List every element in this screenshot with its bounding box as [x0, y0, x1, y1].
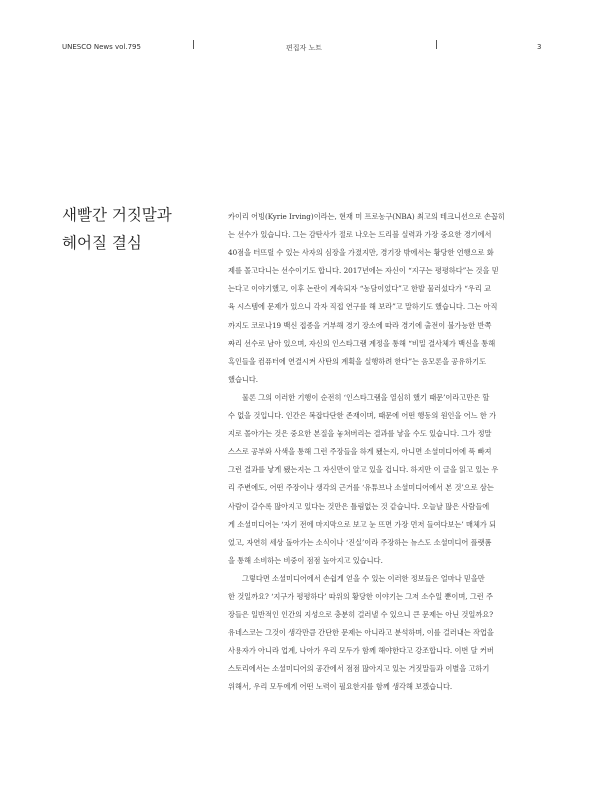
text-line: 는다고 이야기했고, 이후 논란이 계속되자 “농담이었다”고 한발 물러섰다가 “우리 교 — [228, 284, 491, 294]
text-line: 그렇다면 소셜미디어에서 손쉽게 얻을 수 있는 이러한 정보들은 얼마나 믿을만 — [242, 573, 485, 583]
article-title — [62, 201, 212, 257]
text-line: 지로 몰아가는 것은 중요한 본질을 놓쳐버리는 결과를 낳을 수도 있습니다. 그가 정말 — [228, 429, 492, 439]
text-line: 을 통해 소비하는 비중이 점점 높아지고 있습니다. — [228, 555, 383, 565]
text-line: 사람이 갈수록 많아지고 있다는 것만은 틀림없는 것 같습니다. 오늘날 많은 사람들에 — [228, 501, 490, 511]
page-number: 3 — [537, 43, 542, 51]
text-line: 장들은 일반적인 인간의 지성으로 충분히 걸러낼 수 있으니 큰 문제는 아닌 것일까요? — [228, 610, 494, 620]
title-line: 새빨간 거짓말과 — [62, 206, 172, 224]
text-line: 리 주변에도, 어떤 주장이나 생각의 근거를 ‘유튜브나 소셜미디어에서 본 것’으로 삼는 — [228, 483, 494, 493]
paragraph-3 — [228, 570, 544, 697]
page-header — [0, 40, 600, 54]
text-line: 사용자가 아니라 업계, 나아가 우리 모두가 함께 해야한다고 강조합니다. 이번 달 커버 — [228, 646, 494, 656]
text-line: 유네스코는 그것이 생각만큼 간단한 문제는 아니라고 분석하며, 이를 걸러내는 작업을 — [228, 628, 494, 638]
text-line: 게 소셜미디어는 ‘자기 전에 마지막으로 보고 눈 뜨면 가장 먼저 들여다보는’ 매체가 되 — [228, 519, 497, 529]
text-line: 육 시스템에 문제가 있으니 각자 직접 연구를 해 보라”고 말하기도 했습니다. 그는 아직 — [228, 302, 498, 312]
text-line: 짜리 선수로 남아 있으며, 자신의 인스타그램 계정을 통해 “비밀 결사체가 백신을 통해 — [228, 338, 496, 348]
title-line: 헤어질 결심 — [62, 234, 142, 252]
section-label: 편집자 노트 — [286, 44, 323, 52]
text-line: 했습니다. — [228, 374, 259, 384]
text-line: 까지도 코로나19 백신 접종을 거부해 경기 장소에 따라 경기에 출전이 불가능한 반쪽 — [228, 320, 492, 330]
text-line: 스스로 공부와 사색을 통해 그런 주장들을 하게 됐는지, 아니면 소셜미디어에 푹 빠져 — [228, 447, 492, 457]
text-line: 는 선수가 있습니다. 그는 감탄사가 절로 나오는 드리블 실력과 가장 중요한 경기에서 — [228, 230, 492, 240]
text-line: 그런 결과를 낳게 됐는지는 그 자신만이 알고 있을 겁니다. 하지만 이 글을 읽고 있는 우 — [228, 465, 499, 475]
text-line: 위해서, 우리 모두에게 어떤 노력이 필요한지를 함께 생각해 보겠습니다. — [228, 682, 453, 692]
header-divider — [436, 40, 437, 49]
text-line: 수 없을 것입니다. 인간은 복잡다단한 존재이며, 때문에 어떤 행동의 원인을 어느 한 가 — [228, 411, 497, 421]
text-line: 흑인들을 컴퓨터에 연결시켜 사탄의 계획을 실행하려 한다”는 음모론을 공유하기도 — [228, 356, 487, 366]
text-line: 물론 그의 이러한 기행이 순전히 ‘인스타그램을 열심히 했기 때문’이라고만은 할 — [242, 392, 490, 402]
header-divider — [193, 40, 194, 49]
paragraph-1 — [228, 208, 544, 389]
text-line: 40점을 터뜨릴 수 있는 사자의 심장을 가졌지만, 경기장 밖에서는 황당한 언행으로 화 — [228, 248, 494, 258]
text-line: 한 것일까요? ‘지구가 평평하다’ 따위의 황당한 이야기는 그저 소수일 뿐이며, 그런 주 — [228, 591, 493, 601]
issue-label: UNESCO News vol.795 — [62, 43, 141, 51]
paragraph-2 — [228, 389, 544, 570]
text-line: 카이리 어빙(Kyrie Irving)이라는, 현재 미 프로농구(NBA) 최고의 테크니션으로 손꼽히 — [228, 212, 505, 221]
text-line: 제를 몰고다니는 선수이기도 합니다. 2017년에는 자신이 “지구는 평평하다”는 것을 믿 — [228, 266, 499, 276]
text-line: 었고, 자연히 세상 돌아가는 소식이나 ‘진실’이라 주장하는 뉴스도 소셜미디어 플랫폼 — [228, 537, 492, 547]
text-line: 스토리에서는 소셜미디어의 공간에서 점점 많아지고 있는 거짓말들과 이별을 고하기 — [228, 664, 490, 674]
article-body — [228, 208, 544, 697]
